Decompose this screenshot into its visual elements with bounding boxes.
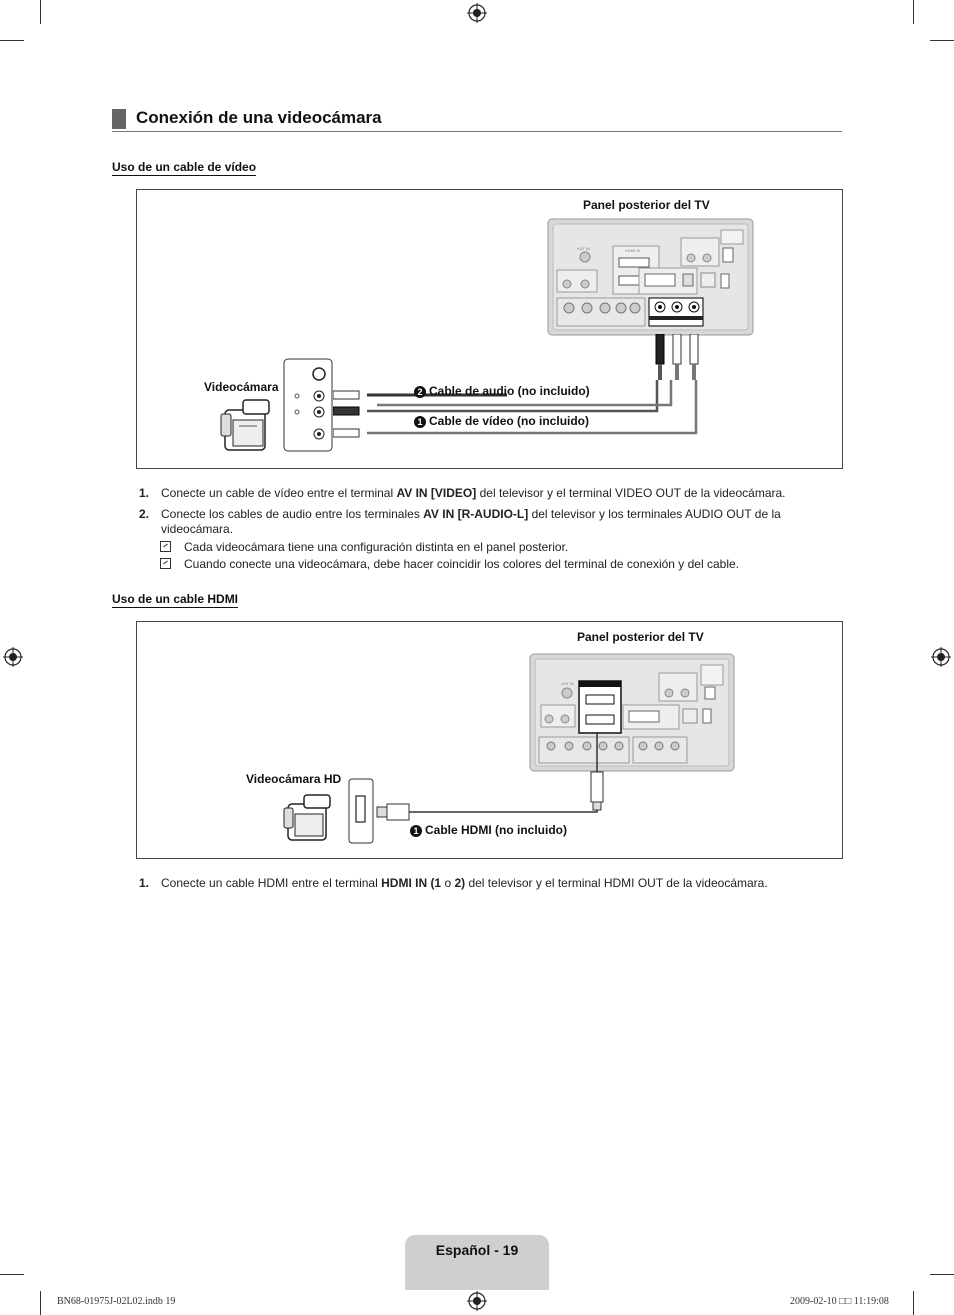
list-item — [139, 507, 839, 539]
step-number: 1. — [139, 876, 150, 890]
section-heading — [112, 106, 842, 132]
step-text: Conecte los cables de audio entre los terminales AV IN [R-AUDIO-L] del televisor y los terminales AUDIO OUT de la videocámara. — [161, 507, 781, 536]
camcorder-icon — [219, 396, 279, 456]
crop-mark — [0, 40, 24, 41]
audio-cable-callout — [414, 384, 590, 398]
registration-mark-icon — [931, 647, 951, 667]
print-timestamp: 2009-02-10 □□ 11:19:08 — [790, 1296, 889, 1307]
step-text: Conecte un cable de vídeo entre el terminal AV IN [VIDEO] del televisor y el terminal VIDEO OUT de la videocámara. — [161, 486, 786, 500]
crop-mark — [0, 1274, 24, 1275]
title-bar-icon — [112, 109, 126, 129]
tv-panel-label: Panel posterior del TV — [583, 198, 710, 212]
registration-mark-icon — [3, 647, 23, 667]
registration-mark-icon — [467, 1291, 487, 1311]
step-marker-icon: 1 — [414, 416, 426, 428]
crop-mark — [913, 1291, 914, 1315]
audio-cable-label: Cable de audio (no incluido) — [429, 384, 590, 398]
note-icon — [160, 558, 171, 569]
crop-mark — [40, 1291, 41, 1315]
camcorder-port-panel — [283, 358, 333, 453]
hdmi-cable-callout — [410, 823, 567, 837]
note-item: Cada videocámara tiene una configuración distinta en el panel posterior. — [160, 541, 840, 555]
video-connection-diagram — [136, 189, 843, 469]
video-cable-callout — [414, 414, 589, 428]
camcorder-rca-plugs-illustration — [333, 388, 373, 444]
registration-mark-icon — [467, 3, 487, 23]
step-marker-icon: 2 — [414, 386, 426, 398]
crop-mark — [930, 1274, 954, 1275]
video-subtitle: Uso de un cable de vídeo — [112, 160, 257, 174]
video-cable-label: Cable de vídeo (no incluido) — [429, 414, 590, 428]
camera-label: Videocámara — [204, 380, 279, 394]
camcorder-hdmi-port-panel — [348, 778, 374, 844]
step-number: 2. — [139, 507, 150, 521]
crop-mark — [913, 0, 914, 24]
page-number: Español - 19 — [435, 1242, 519, 1258]
note-icon — [160, 541, 171, 552]
hdmi-connection-diagram — [136, 621, 843, 859]
tv-panel-label: Panel posterior del TV — [577, 630, 704, 644]
svg-text:ANT IN: ANT IN — [561, 681, 575, 686]
step-text: Conecte un cable HDMI entre el terminal HDMI IN (1 o 2) del televisor y el terminal HDMI OUT de la videocámara. — [161, 876, 768, 890]
hdmi-subtitle: Uso de un cable HDMI — [112, 592, 239, 606]
step-marker-icon: 1 — [410, 825, 422, 837]
step-number: 1. — [139, 486, 150, 500]
hdmi-cable-label: Cable HDMI (no incluido) — [425, 823, 567, 837]
camcorder-icon — [282, 792, 340, 844]
list-item — [139, 876, 839, 892]
svg-text:HDMI IN: HDMI IN — [625, 248, 641, 253]
file-info: BN68-01975J-02L02.indb 19 — [57, 1296, 176, 1307]
page-title: Conexión de una videocámara — [136, 108, 382, 127]
page-number-tab — [405, 1235, 549, 1290]
note-item: Cuando conecte una videocámara, debe hacer coincidir los colores del terminal de conexión y del cable. — [160, 558, 840, 572]
crop-mark — [930, 40, 954, 41]
svg-text:ANT IN: ANT IN — [577, 246, 591, 251]
camera-label: Videocámara HD — [246, 772, 342, 786]
crop-mark — [40, 0, 41, 24]
list-item — [139, 486, 839, 502]
